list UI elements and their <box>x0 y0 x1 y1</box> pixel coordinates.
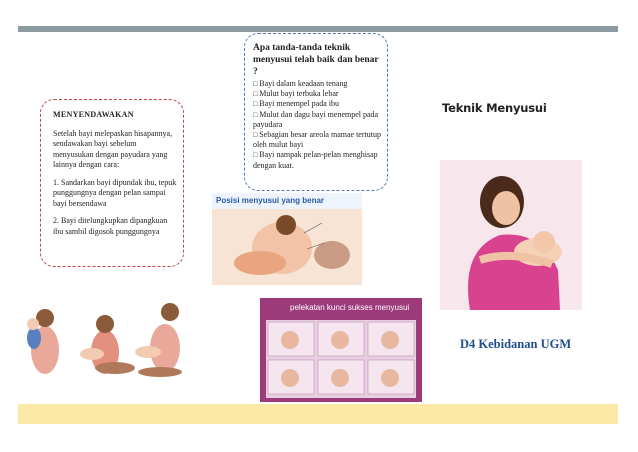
bottom-band <box>18 404 618 424</box>
latch-image-title: pelekatan kunci sukses menyusui <box>290 303 410 312</box>
positions-image-title: Posisi menyusui yang benar <box>216 196 325 205</box>
mother-breastfeeding-illustration <box>440 160 582 310</box>
top-divider <box>18 26 618 32</box>
sign-item: □ Mulut dan dagu bayi menempel pada payudara <box>253 110 381 130</box>
breastfeeding-position-image <box>212 193 362 285</box>
burping-title: MENYENDAWAKAN <box>53 110 134 119</box>
sign-item: □ Bayi menempel pada ibu <box>253 99 381 109</box>
burping-intro: Setelah bayi melepaskan hisapannya, sendawakan bayi sebelum menyusukan dengan payudara yang lainnya dengan cara: <box>53 128 173 169</box>
sign-item: □ Bayi dalam keadaan tenang <box>253 79 381 89</box>
sign-item: □ Bayi nampak pelan-pelan menghisap dengan kuat. <box>253 150 381 170</box>
sign-item: □ Sebagian besar areola mamae tertutup oleh mulut bayi <box>253 130 381 150</box>
latch-steps-image <box>260 298 422 402</box>
burping-step-1: 1. Sandarkan bayi dipundak ibu, tepuk punggungnya dengan pelan sampai bayi bersendawa <box>53 177 177 208</box>
sign-item: □ Mulut bayi terbuka lebar <box>253 89 381 99</box>
burping-illustration <box>20 280 190 380</box>
organization-footer: D4 Kebidanan UGM <box>460 337 572 351</box>
burping-step-2: 2. Bayi ditelungkupkan dipangkuan ibu sambil digosok punggungnya <box>53 216 168 236</box>
signs-info-box <box>244 33 388 191</box>
signs-title: Apa tanda-tanda teknik menyusui telah baik dan benar ? <box>253 43 379 77</box>
brochure-title: Teknik Menyusui <box>442 101 547 115</box>
burping-info-box <box>40 99 184 267</box>
